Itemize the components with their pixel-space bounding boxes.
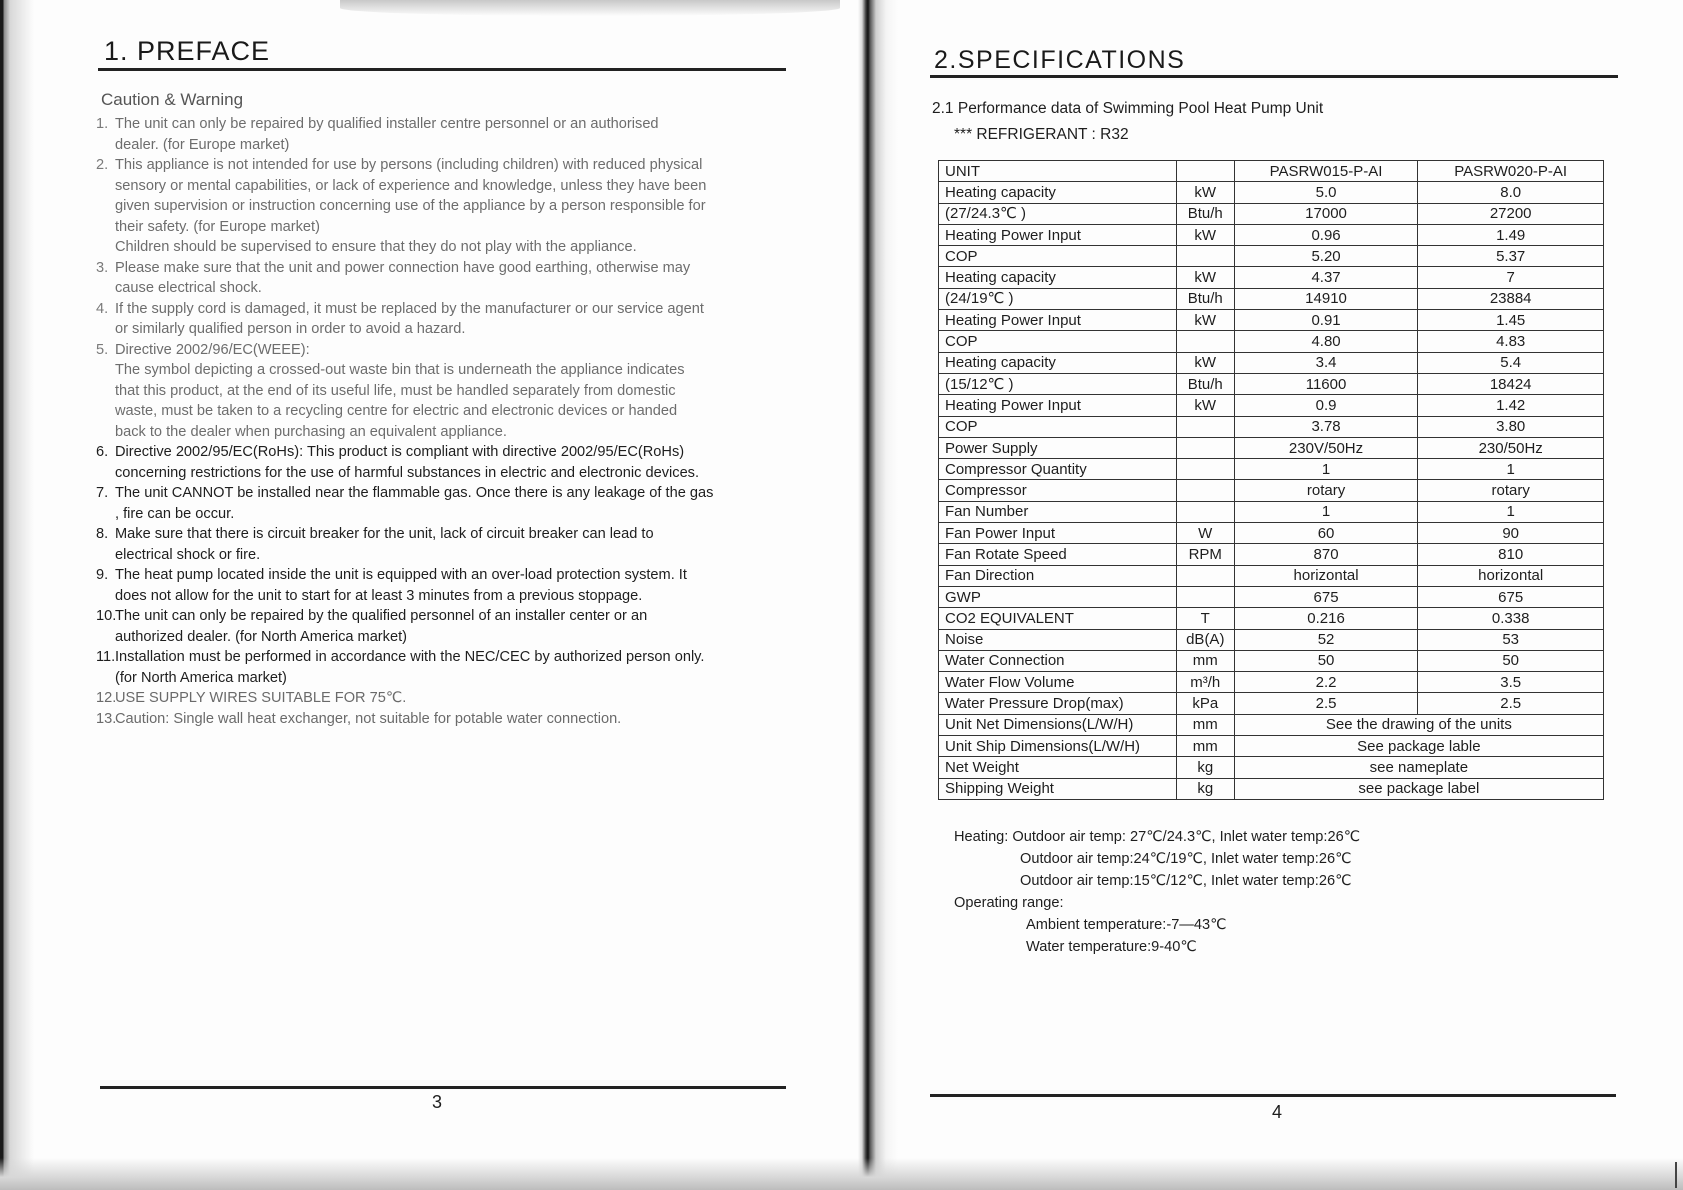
table-row	[939, 203, 1604, 224]
spec-value-merged: See package lable	[1234, 736, 1603, 757]
spec-value-015: 2.2	[1234, 672, 1418, 693]
spec-value-020: 2.5	[1418, 693, 1604, 714]
spec-parameter: Shipping Weight	[939, 778, 1177, 799]
heating-condition-3: Outdoor air temp:15℃/12℃, Inlet water temp:26℃	[1020, 873, 1352, 889]
preface-item-line: The heat pump located inside the unit is equipped with an over-load protection system. It	[115, 567, 687, 583]
spec-value-020: 1	[1418, 501, 1604, 522]
table-header-row	[939, 161, 1604, 182]
preface-item-line: does not allow for the unit to start for at least 3 minutes from a previous stoppage.	[115, 587, 643, 604]
preface-item	[96, 606, 796, 647]
preface-item-line: USE SUPPLY WIRES SUITABLE FOR 75℃.	[115, 690, 407, 706]
preface-item-line: , fire can be occur.	[115, 505, 235, 522]
header-cell-blank	[1176, 161, 1234, 182]
spec-unit: kPa	[1176, 693, 1234, 714]
spec-value-015: 0.9	[1234, 395, 1418, 416]
table-row	[939, 182, 1604, 203]
spec-value-020: 8.0	[1418, 182, 1604, 203]
preface-item-line: sensory or mental capabilities, or lack of experience and knowledge, unless they have been	[115, 177, 707, 194]
spec-unit: kW	[1176, 267, 1234, 288]
spec-value-015: 5.0	[1234, 182, 1418, 203]
spec-value-020: 3.80	[1418, 416, 1604, 437]
table-row	[939, 395, 1604, 416]
spec-value-015: 17000	[1234, 203, 1418, 224]
preface-item-line: that this product, at the end of its useful life, must be handled separately from domestic	[115, 382, 676, 399]
preface-item	[96, 688, 796, 709]
preface-item-line: authorized dealer. (for North America market)	[115, 628, 407, 645]
spec-value-merged: see nameplate	[1234, 757, 1603, 778]
spec-unit: kW	[1176, 352, 1234, 373]
spec-parameter: Compressor Quantity	[939, 459, 1177, 480]
spec-parameter: (27/24.3℃ )	[939, 203, 1177, 224]
specifications-title: 2.SPECIFICATIONS	[934, 46, 1186, 74]
spec-unit	[1176, 501, 1234, 522]
spec-value-020: 1.42	[1418, 395, 1604, 416]
spec-value-015: 4.37	[1234, 267, 1418, 288]
spec-value-020: 675	[1418, 586, 1604, 607]
spec-unit: mm	[1176, 650, 1234, 671]
table-row	[939, 501, 1604, 522]
preface-item	[96, 442, 796, 483]
spec-value-020: 5.4	[1418, 352, 1604, 373]
preface-item-number: 12.	[96, 690, 117, 706]
ambient-temperature-range: Ambient temperature:-7—43℃	[1026, 917, 1227, 933]
spec-value-015: 1	[1234, 501, 1418, 522]
caution-warning-heading: Caution & Warning	[101, 90, 244, 109]
table-row	[939, 693, 1604, 714]
spec-value-015: 3.78	[1234, 416, 1418, 437]
header-cell-unit: UNIT	[939, 161, 1177, 182]
spec-unit: Btu/h	[1176, 203, 1234, 224]
spec-parameter: Fan Power Input	[939, 523, 1177, 544]
table-row	[939, 672, 1604, 693]
spec-value-020: 90	[1418, 523, 1604, 544]
spec-value-015: 14910	[1234, 288, 1418, 309]
spec-parameter: Heating Power Input	[939, 310, 1177, 331]
water-temperature-range: Water temperature:9-40℃	[1026, 939, 1197, 955]
spec-value-015: 2.5	[1234, 693, 1418, 714]
spec-unit: kg	[1176, 778, 1234, 799]
spec-value-020: 810	[1418, 544, 1604, 565]
preface-item	[96, 155, 796, 258]
right-footer-rule	[930, 1094, 1616, 1097]
preface-item-line: The unit can only be repaired by the qualified personnel of an installer center or an	[115, 608, 648, 624]
preface-title-rule	[98, 68, 786, 71]
spec-parameter: (24/19℃ )	[939, 288, 1177, 309]
preface-item	[96, 647, 796, 688]
spec-value-015: 1	[1234, 459, 1418, 480]
spec-parameter: (15/12℃ )	[939, 373, 1177, 394]
spec-unit: dB(A)	[1176, 629, 1234, 650]
preface-item-line: Please make sure that the unit and power connection have good earthing, otherwise may	[115, 259, 691, 276]
preface-item-line: their safety. (for Europe market)	[115, 218, 320, 235]
preface-item-number: 5.	[96, 341, 109, 358]
preface-item-line: given supervision or instruction concerning use of the appliance by a person responsible for	[115, 198, 706, 214]
spec-parameter: CO2 EQUIVALENT	[939, 608, 1177, 629]
table-row	[939, 416, 1604, 437]
spec-value-020: 53	[1418, 629, 1604, 650]
spec-unit: T	[1176, 608, 1234, 629]
preface-item-line: or similarly qualified person in order to avoid a hazard.	[115, 321, 466, 337]
preface-item-number: 13.	[96, 710, 117, 727]
spec-parameter: COP	[939, 246, 1177, 267]
spec-value-merged: See the drawing of the units	[1234, 714, 1603, 735]
spec-value-020: horizontal	[1418, 565, 1604, 586]
table-row	[939, 373, 1604, 394]
left-binding-shadow	[0, 0, 34, 1190]
spec-value-015: 52	[1234, 629, 1418, 650]
preface-item-line: electrical shock or fire.	[115, 546, 261, 563]
spec-value-015: 4.80	[1234, 331, 1418, 352]
preface-item-line: concerning restrictions for the use of harmful substances in electric and electronic devices.	[115, 464, 700, 481]
spec-value-merged: see package label	[1234, 778, 1603, 799]
preface-item	[96, 565, 796, 606]
preface-item	[96, 483, 796, 524]
spec-value-020: 230/50Hz	[1418, 437, 1604, 458]
preface-item-line: back to the dealer when purchasing an equivalent appliance.	[115, 423, 507, 440]
table-row	[939, 480, 1604, 501]
test-conditions-notes	[954, 826, 1360, 958]
spec-unit: Btu/h	[1176, 288, 1234, 309]
spec-value-015: 3.4	[1234, 352, 1418, 373]
table-row	[939, 523, 1604, 544]
spec-unit: mm	[1176, 736, 1234, 757]
spec-unit: kW	[1176, 395, 1234, 416]
preface-item-line: The symbol depicting a crossed-out waste bin that is underneath the appliance indicates	[115, 362, 685, 378]
spec-unit	[1176, 586, 1234, 607]
table-row	[939, 544, 1604, 565]
table-row	[939, 310, 1604, 331]
preface-item-number: 1.	[96, 116, 109, 132]
spec-value-020: 23884	[1418, 288, 1604, 309]
spec-parameter: Heating capacity	[939, 267, 1177, 288]
specifications-title-rule	[930, 75, 1618, 78]
operating-range-label: Operating range:	[954, 895, 1064, 911]
specifications-table	[938, 160, 1604, 800]
spec-unit: kW	[1176, 310, 1234, 331]
preface-item-line: Children should be supervised to ensure that they do not play with the appliance.	[115, 239, 637, 255]
preface-list	[96, 114, 796, 729]
spec-parameter: Water Flow Volume	[939, 672, 1177, 693]
spec-parameter: Net Weight	[939, 757, 1177, 778]
spec-value-020: 4.83	[1418, 331, 1604, 352]
preface-item-line: dealer. (for Europe market)	[115, 136, 290, 153]
table-row	[939, 246, 1604, 267]
page-edge-mark	[1675, 1162, 1677, 1188]
spec-value-020: 7	[1418, 267, 1604, 288]
spec-unit: kW	[1176, 224, 1234, 245]
spec-value-015: 0.91	[1234, 310, 1418, 331]
heating-condition-1: Heating: Outdoor air temp: 27℃/24.3℃, Inlet water temp:26℃	[954, 829, 1361, 845]
preface-item-number: 8.	[96, 526, 109, 542]
spec-value-020: 18424	[1418, 373, 1604, 394]
preface-item-number: 3.	[96, 259, 109, 276]
header-cell-model-015: PASRW015-P-AI	[1234, 161, 1418, 182]
preface-item-line: cause electrical shock.	[115, 280, 262, 296]
spec-value-015: 60	[1234, 523, 1418, 544]
spec-parameter: Heating capacity	[939, 352, 1177, 373]
left-footer-rule	[100, 1086, 786, 1089]
spec-value-015: 50	[1234, 650, 1418, 671]
spec-parameter: COP	[939, 416, 1177, 437]
preface-item	[96, 299, 796, 340]
spec-value-015: 0.96	[1234, 224, 1418, 245]
spec-value-015: 5.20	[1234, 246, 1418, 267]
spec-unit	[1176, 459, 1234, 480]
spec-value-015: 675	[1234, 586, 1418, 607]
spec-parameter: Water Pressure Drop(max)	[939, 693, 1177, 714]
table-row	[939, 736, 1604, 757]
spec-value-020: 5.37	[1418, 246, 1604, 267]
spec-value-015: 11600	[1234, 373, 1418, 394]
preface-item	[96, 114, 796, 155]
spec-parameter: Noise	[939, 629, 1177, 650]
spec-parameter: Power Supply	[939, 437, 1177, 458]
table-row	[939, 565, 1604, 586]
spec-unit: m³/h	[1176, 672, 1234, 693]
heating-condition-2: Outdoor air temp:24℃/19℃, Inlet water temp:26℃	[1020, 851, 1352, 867]
table-row	[939, 224, 1604, 245]
spec-parameter: Fan Direction	[939, 565, 1177, 586]
spec-unit: Btu/h	[1176, 373, 1234, 394]
preface-item-line: The unit CANNOT be installed near the flammable gas. Once there is any leakage of the gas	[115, 485, 714, 501]
spec-value-020: 3.5	[1418, 672, 1604, 693]
spec-parameter: Unit Net Dimensions(L/W/H)	[939, 714, 1177, 735]
preface-item-line: Caution: Single wall heat exchanger, not suitable for potable water connection.	[115, 710, 622, 727]
preface-item	[96, 709, 796, 730]
right-page-number: 4	[1272, 1102, 1283, 1122]
table-row	[939, 288, 1604, 309]
top-shadow	[340, 0, 840, 16]
spec-unit: RPM	[1176, 544, 1234, 565]
preface-item-number: 6.	[96, 444, 109, 460]
spec-unit: W	[1176, 523, 1234, 544]
preface-item-line: Make sure that there is circuit breaker for the unit, lack of circuit breaker can lead to	[115, 526, 654, 542]
spec-parameter: Fan Rotate Speed	[939, 544, 1177, 565]
preface-title: 1. PREFACE	[104, 36, 271, 66]
table-row	[939, 650, 1604, 671]
spec-parameter: Unit Ship Dimensions(L/W/H)	[939, 736, 1177, 757]
header-cell-model-020: PASRW020-P-AI	[1418, 161, 1604, 182]
refrigerant-line: *** REFRIGERANT : R32	[954, 126, 1129, 143]
preface-item-line: (for North America market)	[115, 669, 287, 686]
preface-item-line: If the supply cord is damaged, it must be replaced by the manufacturer or our service agent	[115, 300, 704, 317]
spec-parameter: Fan Number	[939, 501, 1177, 522]
left-page-number: 3	[432, 1092, 443, 1112]
spec-value-020: 50	[1418, 650, 1604, 671]
book-spine	[858, 0, 898, 1190]
table-row	[939, 437, 1604, 458]
spec-unit	[1176, 565, 1234, 586]
spec-value-015: 870	[1234, 544, 1418, 565]
spec-parameter: COP	[939, 331, 1177, 352]
spec-value-020: 1.49	[1418, 224, 1604, 245]
spec-unit	[1176, 416, 1234, 437]
spec-parameter: Heating capacity	[939, 182, 1177, 203]
table-row	[939, 331, 1604, 352]
spec-value-015: 230V/50Hz	[1234, 437, 1418, 458]
table-row	[939, 267, 1604, 288]
spec-value-020: rotary	[1418, 480, 1604, 501]
spec-unit	[1176, 480, 1234, 501]
preface-item-line: Directive 2002/95/EC(RoHs): This product is compliant with directive 2002/95/EC(RoHs)	[115, 444, 685, 460]
spec-value-015: 0.216	[1234, 608, 1418, 629]
table-row	[939, 352, 1604, 373]
preface-item-number: 2.	[96, 157, 109, 173]
preface-item-number: 4.	[96, 300, 109, 317]
table-row	[939, 459, 1604, 480]
spec-value-020: 0.338	[1418, 608, 1604, 629]
preface-item-line: Directive 2002/96/EC(WEEE):	[115, 341, 310, 358]
spec-value-020: 1.45	[1418, 310, 1604, 331]
preface-item-number: 7.	[96, 485, 109, 501]
spec-parameter: Heating Power Input	[939, 224, 1177, 245]
preface-item-line: waste, must be taken to a recycling centre for electric and electronic devices or handed	[115, 403, 678, 419]
table-row	[939, 714, 1604, 735]
spec-unit	[1176, 246, 1234, 267]
performance-data-heading: 2.1 Performance data of Swimming Pool Heat Pump Unit	[932, 100, 1324, 117]
spec-unit: mm	[1176, 714, 1234, 735]
spec-unit	[1176, 437, 1234, 458]
preface-item	[96, 258, 796, 299]
spec-parameter: Compressor	[939, 480, 1177, 501]
bottom-shadow	[0, 1158, 1683, 1190]
table-row	[939, 586, 1604, 607]
table-row	[939, 757, 1604, 778]
preface-item-number: 11.	[96, 649, 116, 665]
table-row	[939, 608, 1604, 629]
spec-parameter: Water Connection	[939, 650, 1177, 671]
spec-parameter: GWP	[939, 586, 1177, 607]
spec-unit: kg	[1176, 757, 1234, 778]
table-row	[939, 778, 1604, 799]
spec-unit	[1176, 331, 1234, 352]
table-row	[939, 629, 1604, 650]
spec-value-015: rotary	[1234, 480, 1418, 501]
spec-parameter: Heating Power Input	[939, 395, 1177, 416]
spec-unit: kW	[1176, 182, 1234, 203]
spec-value-020: 1	[1418, 459, 1604, 480]
spec-value-020: 27200	[1418, 203, 1604, 224]
preface-item-line: Installation must be performed in accordance with the NEC/CEC by authorized person only.	[115, 649, 705, 665]
preface-item-line: This appliance is not intended for use by persons (including children) with reduced physical	[115, 157, 703, 173]
spec-value-015: horizontal	[1234, 565, 1418, 586]
preface-item	[96, 340, 796, 443]
preface-item-number: 10.	[96, 608, 117, 624]
preface-item	[96, 524, 796, 565]
preface-item-number: 9.	[96, 567, 109, 583]
preface-item-line: The unit can only be repaired by qualified installer centre personnel or an authorised	[115, 116, 659, 132]
